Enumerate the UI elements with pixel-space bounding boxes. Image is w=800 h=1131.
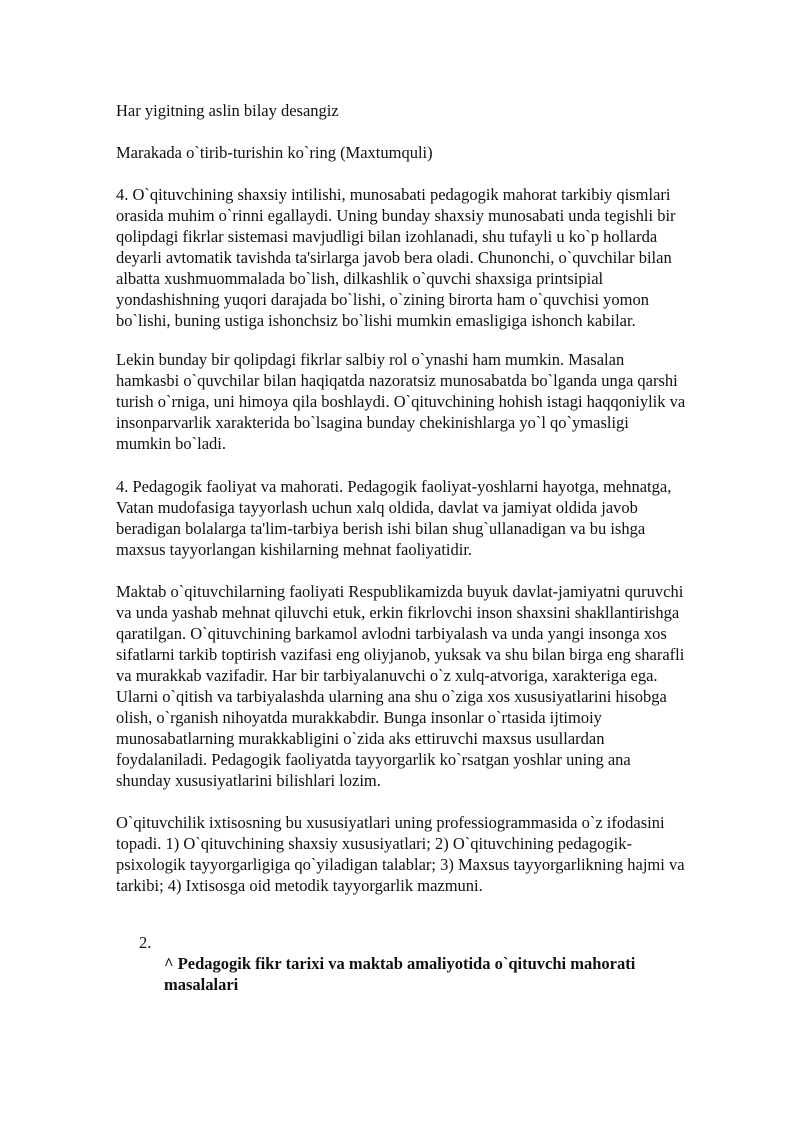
text-line: insonparvarlik xarakterida bo`lsagina bunday chekinishlarga yo`l qo`ymasligi	[116, 413, 629, 432]
poem-attribution	[116, 142, 756, 163]
text-line: qaratilgan. O`qituvchining barkamol avlodni tarbiyalash va unda yangi insonga xos	[116, 624, 667, 643]
text-line: va unda yashab mehnat qiluvchi etuk, erkin fikrlovchi inson shaxsini shakllantirishga	[116, 603, 680, 622]
text-line: va murakkab vazifadir. Har bir tarbiyalanuvchi o`z xulq-atvoriga, xarakteriga ega.	[116, 666, 658, 685]
text-line: albatta xushmuommalada bo`lish, dilkashlik o`quvchi shaxsiga printsipial	[116, 269, 604, 288]
text-line: shunday xususiyatlarini bilishlari lozim.	[116, 771, 381, 790]
text-line: qolipdagi fikrlar sistemasi mavjudligi bilan izohlanadi, shu tufayli u ko`p hollarda	[116, 227, 658, 246]
list-item-number: 2.	[139, 933, 152, 952]
text-line: mumkin bo`ladi.	[116, 434, 226, 453]
text-line: Ularni o`qitish va tarbiyalashda ularning ana shu o`ziga xos xususiyatlarini hisobga	[116, 687, 667, 706]
text-line: topadi. 1) O`qituvchining shaxsiy xususiyatlari; 2) O`qituvchining pedagogik-	[116, 834, 633, 853]
text-line: foydalaniladi. Pedagogik faoliyatda tayyorgarlik ko`rsatgan yoshlar uning ana	[116, 750, 631, 769]
text-line: 4. O`qituvchining shaxsiy intilishi, munosabati pedagogik mahorat tarkibiy qismlari	[116, 185, 671, 204]
text-line: tarkibi; 4) Ixtisosga oid metodik tayyorgarlik mazmuni.	[116, 876, 483, 895]
text-line: Marakada o`tirib-turishin ko`ring (Maxtumquli)	[116, 143, 433, 162]
paragraph-school-teachers	[116, 581, 756, 791]
text-line: Har yigitning aslin bilay desangiz	[116, 101, 339, 120]
text-line: munosabatlarning murakkabligini o`zida aks ettiruvchi maxsus usullardan	[116, 729, 605, 748]
text-line: sifatlarni tarkib toptirish vazifasi eng oliyjanob, yuksak va shu bilan birga eng sharafli	[116, 645, 685, 664]
text-line: 4. Pedagogik faoliyat va mahorati. Pedagogik faoliyat-yoshlarni hayotga, mehnatga,	[116, 477, 672, 496]
text-line: psixologik tayyorgarligiga qo`yiladigan talablar; 3) Maxsus tayyorgarlikning hajmi va	[116, 855, 685, 874]
heading-line: ^ Pedagogik fikr tarixi va maktab amaliyotida o`qituvchi mahorati	[164, 954, 636, 973]
text-line: Lekin bunday bir qolipdagi fikrlar salbiy rol o`ynashi ham mumkin. Masalan	[116, 350, 625, 369]
paragraph-negative-role	[116, 349, 756, 454]
text-line: hamkasbi o`quvchilar bilan haqiqatda nazoratsiz munosabatda bo`lganda unga qarshi	[116, 371, 678, 390]
paragraph-pedagogical-activity	[116, 476, 756, 560]
text-line: turish o`rniga, uni himoya qila boshlaydi. O`qituvchining hohish istagi haqqoniylik va	[116, 392, 686, 411]
text-line: Maktab o`qituvchilarning faoliyati Respublikamizda buyuk davlat-jamiyatni quruvchi	[116, 582, 684, 601]
heading-line: masalalari	[164, 975, 239, 994]
text-line: bo`lishi, buning ustiga ishonchsiz bo`lishi mumkin emasligiga ishonch kabilar.	[116, 311, 636, 330]
paragraph-professiogram	[116, 812, 756, 896]
poem-line	[116, 100, 756, 121]
text-line: Vatan mudofasiga tayyorlash uchun xalq oldida, davlat va jamiyat oldida javob	[116, 498, 638, 517]
text-line: yondashishning yuqori darajada bo`lishi, o`zining birorta ham o`quvchisi yomon	[116, 290, 649, 309]
text-line: orasida muhim o`rinni egallaydi. Uning bunday shaxsiy munosabati unda tegishli bir	[116, 206, 676, 225]
text-line: beradigan bolalarga ta'lim-tarbiya berish ishi bilan shug`ullanadigan va bu ishga	[116, 519, 646, 538]
section-heading	[164, 953, 635, 995]
text-line: O`qituvchilik ixtisosning bu xususiyatlari uning professiogrammasida o`z ifodasini	[116, 813, 665, 832]
text-line: maxsus tayyorlangan kishilarning mehnat faoliyatidir.	[116, 540, 473, 559]
paragraph-teacher-attitude	[116, 184, 756, 331]
text-line: deyarli avtomatik tavishda ta'sirlarga javob bera oladi. Chunonchi, o`quvchilar bilan	[116, 248, 672, 267]
text-line: olish, o`rganish nihoyatda murakkabdir. Bunga insonlar o`rtasida ijtimoiy	[116, 708, 602, 727]
